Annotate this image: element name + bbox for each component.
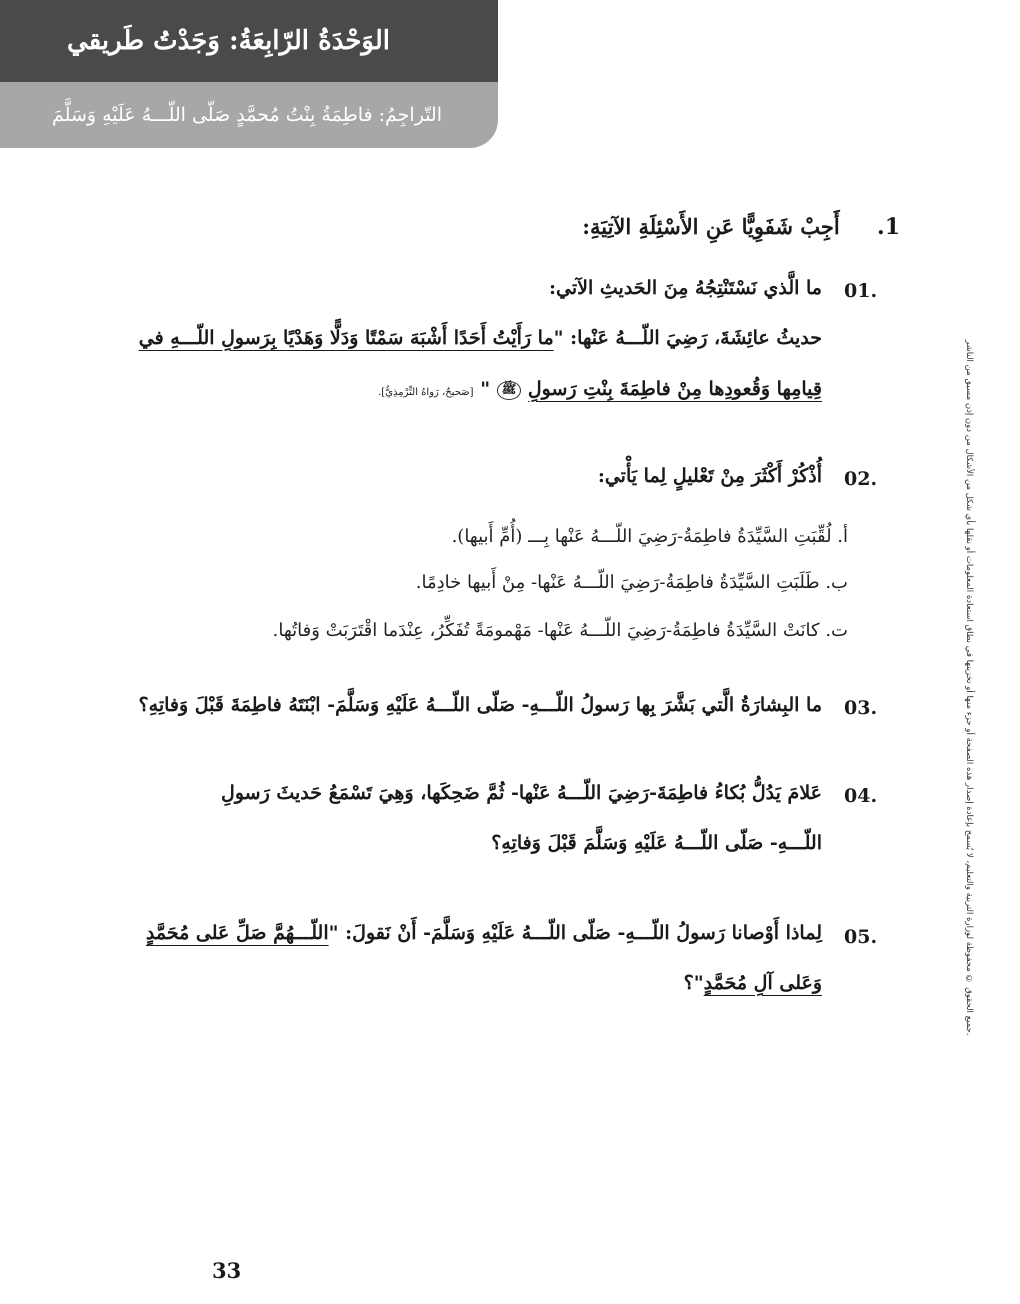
- quote-close: "؟: [683, 972, 704, 994]
- hadith-intro: حديثُ عائِشَةَ، رَضِيَ اللّـــهُ عَنْها: ": [553, 327, 822, 349]
- item-number: 05.: [844, 926, 878, 948]
- hadith-line-1: [139, 327, 822, 349]
- question-number: 1.: [877, 214, 900, 240]
- sub-item: أ. لُقِّبَتِ السَّيِّدَةُ فاطِمَةُ-رَضِيَ اللّـــهُ عَنْها بِـــ (أُمِّ أَبيها).: [451, 526, 848, 547]
- hadith-line-2: [378, 378, 822, 400]
- item-number: 01.: [844, 280, 878, 302]
- item-text-line-2: اللّـــهِ- صَلّى اللّـــهُ عَلَيْهِ وَسَلَّمَ قَبْلَ وَفاتِهِ؟: [491, 832, 822, 854]
- question-plain: لِماذا أَوْصانا رَسولُ اللّـــهِ- صَلّى اللّـــهُ عَلَيْهِ وَسَلَّمَ- أَنْ نَقولَ: ": [328, 922, 822, 944]
- lesson-title: التّراجِمُ: فاطِمَةُ بِنْتُ مُحمَّدٍ صَلّى اللّـــهُ عَلَيْهِ وَسَلَّمَ: [52, 104, 442, 126]
- hadith-quote-part1: ما رَأَيْتُ أَحَدًا أَشْبَهَ سَمْتًا وَدَلًّا وَهَدْيًا بِرَسولِ اللّـــهِ في: [138, 327, 554, 349]
- item-number: 04.: [844, 785, 878, 807]
- unit-title-banner: [0, 0, 498, 82]
- item-text-line-1: [146, 922, 822, 944]
- hadith-quote-part2: قِيامِها وَقُعودِها مِنْ فاطِمَةَ بِنْتِ رَسولِ: [527, 378, 822, 400]
- item-text-line-2: [684, 972, 822, 994]
- hadith-reference: [صَحيحٌ، رَواهُ التِّرْمِذِيُّ].: [378, 387, 474, 398]
- item-text: ما الَّذي نَسْتَنْتِجُهُ مِنَ الحَديثِ الآتي:: [549, 277, 822, 299]
- page-number: 33: [212, 1258, 242, 1283]
- question-text: أَجِبْ شَفَوِيًّا عَنِ الأَسْئِلَةِ الآتِيَةِ:: [582, 214, 840, 239]
- lesson-title-banner: [0, 82, 498, 148]
- prayer-quote-part1: اللّـــهُمَّ صَلِّ عَلى مُحَمَّدٍ: [145, 922, 329, 944]
- item-number: 03.: [844, 697, 878, 719]
- item-text: ما البِشارَةُ الَّتي بَشَّرَ بِها رَسولُ اللّـــهِ- صَلّى اللّـــهُ عَلَيْهِ وَسَلَّمَ- ابْنَتَهُ فاطِمَةَ قَبْلَ وَفاتِهِ؟: [138, 694, 822, 716]
- salawat-glyph: ﷺ: [497, 381, 522, 400]
- quote-close: ": [480, 378, 491, 400]
- item-text-line-1: عَلامَ يَدُلُّ بُكاءُ فاطِمَةَ-رَضِيَ اللّـــهُ عَنْها- ثُمَّ ضَحِكَها، وَهِيَ تَسْمَعُ حَديثَ رَسولِ: [221, 782, 822, 804]
- sub-item: ت. كانَتْ السَّيِّدَةُ فاطِمَةُ-رَضِيَ اللّـــهُ عَنْها- مَهْمومَةً تُفَكِّرُ، عِنْدَما اقْتَرَبَتْ وَفاتُها.: [272, 620, 848, 641]
- copyright-note: جميع الحقوق © محفوظة لوزارة التربية والتعليم، لا يُسمح بإعادة إصدار هذه الصفحة أو جزء منها أو تخزينها في نطاق استعادة المعلومات أو نقلها بأي شكل من الأشكال من دون إذن مسبق من الناشر.: [964, 340, 974, 1036]
- item-text: أُذْكُرْ أَكْثَرَ مِنْ تَعْليلٍ لِما يَأْتي:: [597, 465, 822, 487]
- unit-title: الوَحْدَةُ الرّابِعَةُ: وَجَدْتُ طَريقي: [67, 26, 390, 56]
- prayer-quote-part2: وَعَلى آلِ مُحَمَّدٍ: [703, 972, 822, 994]
- sub-item: ب. طَلَبَتِ السَّيِّدَةُ فاطِمَةُ-رَضِيَ اللّـــهُ عَنْها- مِنْ أَبيها خادِمًا.: [415, 572, 848, 593]
- question-heading: [582, 214, 900, 240]
- item-number: 02.: [844, 468, 878, 490]
